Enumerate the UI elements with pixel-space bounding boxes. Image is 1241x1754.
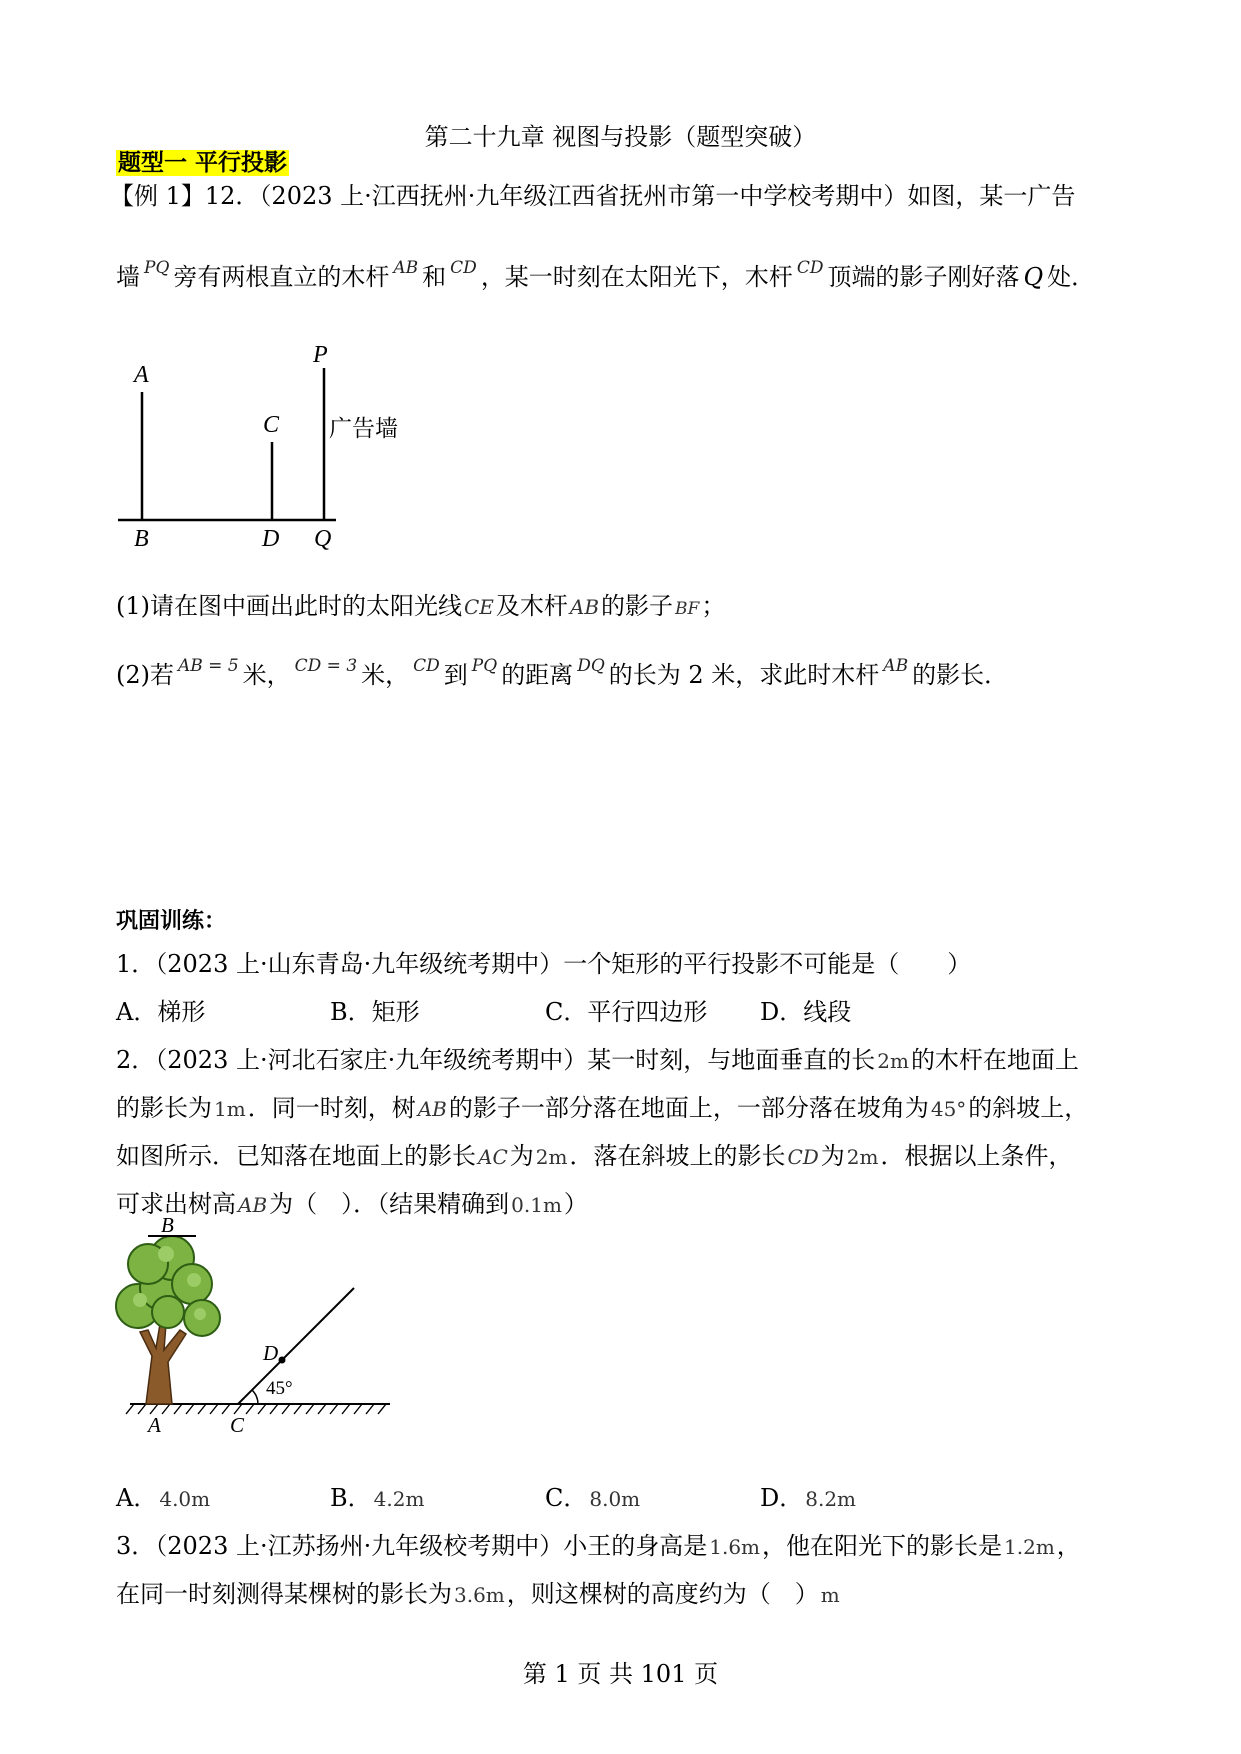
text: ，某一时刻在太阳光下，木杆 bbox=[480, 263, 793, 291]
p1-stem: 1．（2023 上·山东青岛·九年级统考期中）一个矩形的平行投影不可能是（ ） bbox=[116, 950, 972, 978]
label-c: C bbox=[263, 412, 280, 438]
tree-trunk bbox=[140, 1324, 186, 1404]
math-ce: CE bbox=[464, 595, 494, 619]
text: 为（ ）．（结果精确到 bbox=[269, 1190, 510, 1218]
p2-option-c bbox=[545, 1482, 642, 1515]
p2-option-b bbox=[330, 1482, 426, 1515]
text: ，他在阳光下的影长是 bbox=[762, 1532, 1003, 1560]
p2-option-a bbox=[116, 1482, 212, 1515]
label-b: B bbox=[161, 1213, 174, 1237]
math-2m: 2m bbox=[535, 1145, 568, 1169]
page-footer: 第 1 页 共 101 页 bbox=[522, 1660, 719, 1688]
text: ，则这棵树的高度约为（ ） bbox=[506, 1580, 819, 1608]
text: 的影长为 bbox=[116, 1094, 212, 1122]
text: 到 bbox=[443, 661, 468, 689]
text: (1)请在图中画出此时的太阳光线 bbox=[116, 592, 462, 620]
text: 的距离 bbox=[501, 661, 574, 689]
p1-option-c: C．平行四边形 bbox=[545, 998, 708, 1026]
math-0-1m: 0.1m bbox=[511, 1193, 562, 1217]
p2-option-d bbox=[760, 1482, 858, 1515]
math-pq: PQ bbox=[471, 656, 498, 676]
math-45: 45° bbox=[930, 1097, 967, 1121]
text: ．根据以上条件， bbox=[880, 1142, 1073, 1170]
point-d bbox=[279, 1357, 286, 1364]
text: 和 bbox=[422, 263, 447, 291]
label-c: C bbox=[230, 1413, 245, 1437]
question-2 bbox=[116, 650, 1008, 691]
math-cd: CD bbox=[787, 1145, 819, 1169]
text: ） bbox=[563, 1190, 588, 1218]
math-ab-eq: AB = 5 bbox=[178, 656, 239, 676]
math-m: m bbox=[820, 1583, 840, 1607]
math-ac: AC bbox=[478, 1145, 508, 1169]
value: 4.0m bbox=[159, 1487, 211, 1511]
text: 的木杆在地面上 bbox=[910, 1046, 1079, 1074]
p2-line-2 bbox=[116, 1092, 1088, 1125]
text: ； bbox=[701, 592, 726, 620]
text: 如图所示．已知落在地面上的影长 bbox=[116, 1142, 476, 1170]
math-ab: AB bbox=[238, 1193, 268, 1217]
text: 的斜坡上， bbox=[968, 1094, 1089, 1122]
section-label: 题型一 平行投影 bbox=[118, 150, 288, 176]
text: 墙 bbox=[116, 263, 140, 291]
text: B． bbox=[330, 1484, 372, 1512]
text: 处． bbox=[1047, 263, 1096, 291]
label-a: A bbox=[134, 362, 149, 388]
label-wall: 广告墙 bbox=[329, 416, 398, 442]
text: ．落在斜坡上的影长 bbox=[569, 1142, 786, 1170]
section-heading bbox=[116, 146, 289, 179]
value: 8.2m bbox=[805, 1487, 857, 1511]
text: 的长为 2 米，求此时木杆 bbox=[608, 661, 880, 689]
math-1m: 1m bbox=[214, 1097, 246, 1121]
p1-option-a: A．梯形 bbox=[116, 998, 206, 1026]
label-a: A bbox=[148, 1413, 161, 1437]
math-1-2m: 1.2m bbox=[1004, 1535, 1055, 1559]
angle-arc bbox=[252, 1390, 258, 1404]
value: 4.2m bbox=[373, 1487, 425, 1511]
label-angle: 45° bbox=[266, 1378, 293, 1399]
math-cd: CD bbox=[413, 656, 440, 676]
p1-option-d: D．线段 bbox=[760, 998, 852, 1026]
example-line-1: 【例 1】12．（2023 上·江西抚州·九年级江西省抚州市第一中学校考期中）如图，某一广告 bbox=[110, 182, 1076, 210]
ground-hatching bbox=[126, 1404, 386, 1414]
label-p: P bbox=[313, 342, 328, 368]
p3-line-2 bbox=[116, 1578, 842, 1611]
label-b: B bbox=[134, 526, 149, 552]
text: 米， bbox=[361, 661, 410, 689]
p2-line-3 bbox=[116, 1140, 1073, 1173]
value: 8.0m bbox=[589, 1487, 641, 1511]
slope-line bbox=[238, 1288, 354, 1404]
math-cd-eq: CD = 3 bbox=[294, 656, 358, 676]
text: 为 bbox=[820, 1142, 845, 1170]
text: (2)若 bbox=[116, 661, 174, 689]
tree-figure bbox=[110, 1213, 410, 1438]
question-1 bbox=[116, 590, 725, 625]
p2-line-4 bbox=[116, 1188, 588, 1221]
label-d: D bbox=[263, 1341, 279, 1365]
text: D． bbox=[760, 1484, 804, 1512]
math-2m: 2m bbox=[877, 1049, 909, 1073]
text: 及木杆 bbox=[495, 592, 568, 620]
text: 3．（2023 上·江苏扬州·九年级校考期中）小王的身高是 bbox=[116, 1532, 708, 1560]
text: 在同一时刻测得某棵树的影长为 bbox=[116, 1580, 452, 1608]
text: 的影子 bbox=[601, 592, 674, 620]
page-title: 第二十九章 视图与投影（题型突破） bbox=[424, 123, 817, 151]
example-line-2 bbox=[116, 252, 1095, 293]
practice-heading: 巩固训练： bbox=[116, 909, 227, 934]
label-q: Q bbox=[314, 526, 332, 552]
math-ab: AB bbox=[883, 656, 909, 676]
example-figure bbox=[100, 340, 420, 550]
text: 米， bbox=[242, 661, 291, 689]
math-cd: CD bbox=[450, 258, 477, 278]
p2-line-1 bbox=[116, 1044, 1079, 1077]
text: A． bbox=[116, 1484, 158, 1512]
math-ab: AB bbox=[393, 258, 419, 278]
math-bf: BF bbox=[675, 599, 700, 619]
text: C． bbox=[545, 1484, 588, 1512]
p1-option-b: B．矩形 bbox=[330, 998, 420, 1026]
math-ab: AB bbox=[569, 595, 600, 619]
text: ， bbox=[1056, 1532, 1081, 1560]
math-1-6m: 1.6m bbox=[709, 1535, 761, 1559]
text: ．同一时刻，树 bbox=[247, 1094, 416, 1122]
math-dq: DQ bbox=[577, 656, 605, 676]
math-3-6m: 3.6m bbox=[454, 1583, 505, 1607]
label-d: D bbox=[262, 526, 280, 552]
math-q: Q bbox=[1023, 263, 1044, 291]
p3-line-1 bbox=[116, 1530, 1081, 1563]
text: 顶端的影子刚好落 bbox=[827, 263, 1020, 291]
text: 2．（2023 上·河北石家庄·九年级统考期中）某一时刻，与地面垂直的长 bbox=[116, 1046, 876, 1074]
text: 可求出树高 bbox=[116, 1190, 236, 1218]
text: 旁有两根直立的木杆 bbox=[173, 263, 390, 291]
text: 为 bbox=[509, 1142, 534, 1170]
math-pq: PQ bbox=[144, 258, 170, 278]
math-cd: CD bbox=[796, 258, 824, 278]
math-2m: 2m bbox=[846, 1145, 879, 1169]
text: 的影子一部分落在地面上，一部分落在坡角为 bbox=[448, 1094, 929, 1122]
text: 的影长． bbox=[912, 661, 1009, 689]
math-ab: AB bbox=[417, 1097, 447, 1121]
